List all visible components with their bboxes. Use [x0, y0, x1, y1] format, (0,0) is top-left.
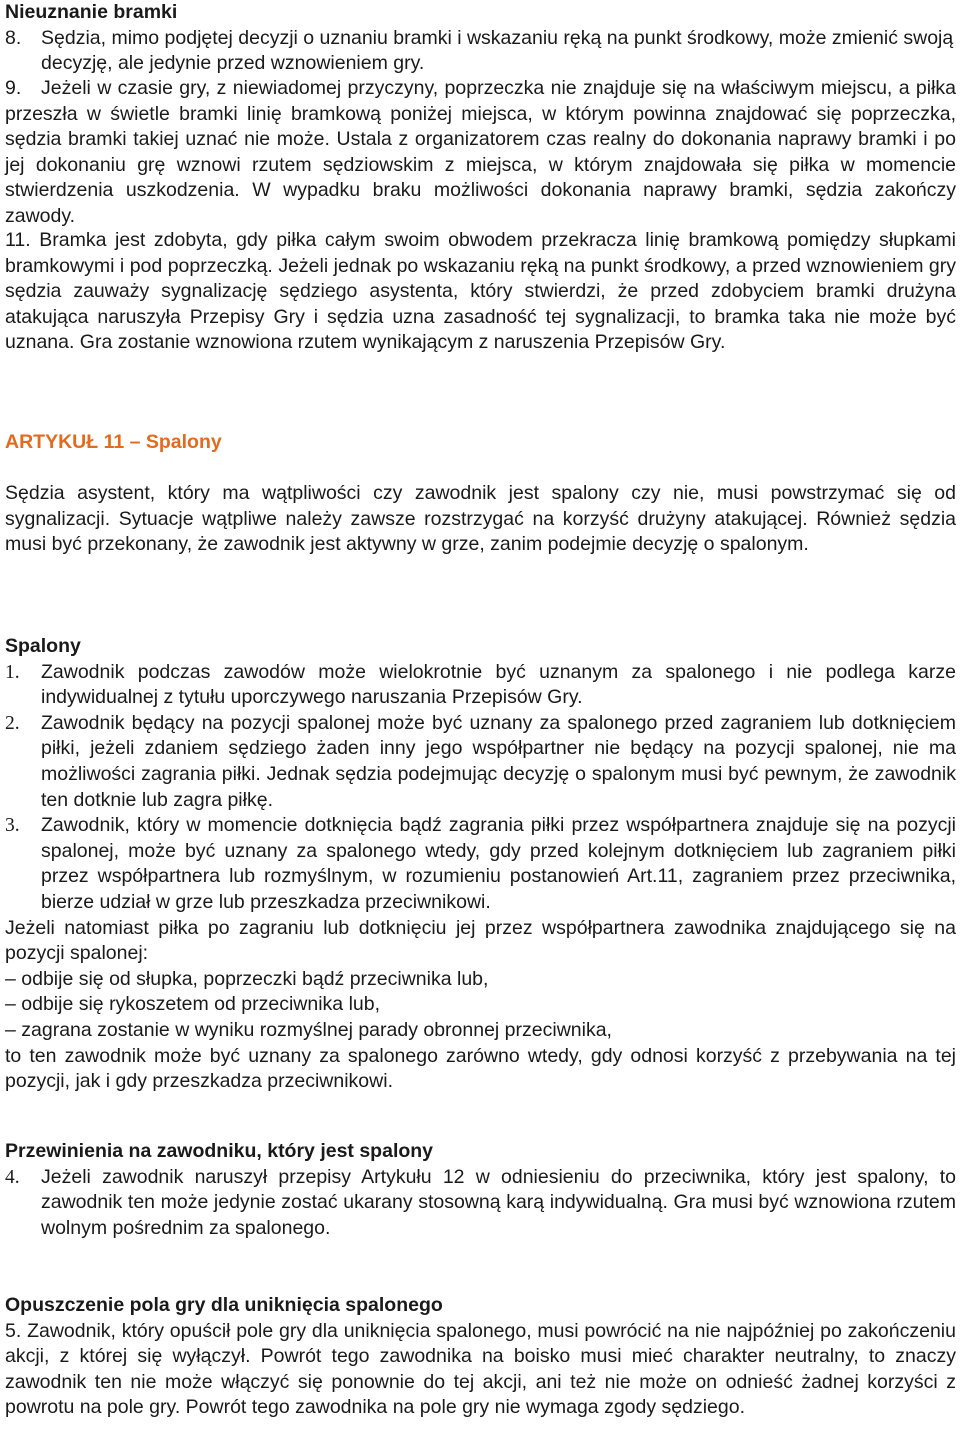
section-heading: Spalony: [5, 635, 81, 657]
item-text: Zawodnik będący na pozycji spalonej może być uznany za spalonego przed zagraniem lub dotknięciem piłki, jeżeli zdaniem sędziego żaden inny jego współpartner nie będący na pozycji spalonej, nie ma możliwości zagrania piłki. Jednak sędzia podejmując decyzję o spalonym musi być pewnym, że zawodnik ten dotknie lub zagra piłkę.: [41, 711, 956, 811]
item-text: Zawodnik podczas zawodów może wielokrotnie być uznanym za spalonego i nie podlega karze indywidualnej z tytułu uporczywego naruszania Przepisów Gry.: [41, 660, 956, 709]
list-item: [5, 813, 956, 915]
list-item: [5, 26, 956, 77]
article-header: [5, 430, 956, 456]
section-heading: Nieuznanie bramki: [5, 1, 178, 23]
paragraph: 11. Bramka jest zdobyta, gdy piłka całym swoim obwodem przekracza linię bramkową pomiędzy słupkami bramkowymi i pod poprzeczką. Jeżeli jednak po wskazaniu ręką na punkt środkowy, a przed wznowieniem gry sędzia zauważy sygnalizację sędziego asystenta, który stwierdzi, że przed zdobyciem bramki drużyna atakująca naruszyła Przepisy Gry i sędzia uzna zasadność tej sygnalizacji, to bramka taka nie może być uznana. Gra zostanie wznowiona rzutem wynikającym z naruszenia Przepisów Gry.: [5, 229, 956, 354]
item-number: 3.: [5, 815, 20, 837]
dash-item: – zagrana zostanie w wyniku rozmyślnej parady obronnej przeciwnika,: [5, 1018, 612, 1041]
item-text: Jeżeli zawodnik naruszył przepisy Artykułu 12 w odniesieniu do przeciwnika, który jest spalony, to zawodnik ten może jedynie zostać ukarany stosowną karą indywidualną. Gra musi być wznowiona rzutem wolnym pośrednim za spalonego.: [41, 1165, 956, 1239]
paragraph: to ten zawodnik może być uznany za spalonego zarówno wtedy, gdy odnosi korzyść z przebywania na tej pozycji, jak i gdy przeszkadza przeciwnikowi.: [5, 1044, 956, 1093]
item-number: 1.: [5, 661, 20, 683]
section-heading: Przewinienia na zawodniku, który jest spalony: [5, 1140, 434, 1162]
item-9: [5, 76, 956, 230]
dash-item: – odbije się od słupka, poprzeczki bądź przeciwnika lub,: [5, 967, 489, 990]
section-heading: Opuszczenie pola gry dla uniknięcia spalonego: [5, 1294, 443, 1316]
article-intro: [5, 481, 956, 558]
item-11: [5, 228, 956, 356]
item-text: Sędzia, mimo podjętej decyzji o uznaniu bramki i wskazaniu ręką na punkt środkowy, może zmienić swoją decyzję, ale jedynie przed wznowieniem gry.: [41, 26, 954, 75]
section-spalony: [5, 634, 956, 1095]
section-przewinienia: [5, 1139, 956, 1241]
list-item: [5, 660, 956, 711]
paragraph: Sędzia asystent, który ma wątpliwości czy zawodnik jest spalony czy nie, musi powstrzymać się od sygnalizacji. Sytuacje wątpliwe należy zawsze rozstrzygać na korzyść drużyny atakującej. Również sędzia musi być przekonany, że zawodnik jest aktywny w grze, zanim podejmie decyzję o spalonym.: [5, 482, 956, 556]
section-opuszczenie: [5, 1293, 956, 1421]
item-number: 2.: [5, 712, 20, 734]
article-heading: ARTYKUŁ 11 – Spalony: [5, 431, 222, 453]
item-number: 4.: [5, 1166, 20, 1188]
dash-item: – odbije się rykoszetem od przeciwnika lub,: [5, 993, 381, 1016]
item-number: 8.: [5, 26, 22, 49]
section-nieuznanie: Nieuznanie bramki 8. Sędzia, mimo podjętej decyzji o uznaniu bramki i wskazaniu ręką na punkt środkowy, może zmienić swoją decyzję, ale jedynie przed wznowieniem gry. 9.: [5, 0, 956, 77]
list-item: [5, 711, 956, 813]
item-text: Zawodnik, który w momencie dotknięcia bądź zagrania piłki przez współpartnera znajduje się na pozycji spalonej, może być uznany za spalonego wtedy, gdy przed kolejnym dotknięciem lub zagraniem piłki przez współpartnera lub rozmyślnym, w rozumieniu postanowień Art.11, zagraniem przez przeciwnika, bierze udział w grze lub przeszkadza przeciwnikowi.: [41, 814, 956, 913]
paragraph: 5. Zawodnik, który opuścił pole gry dla uniknięcia spalonego, musi powrócić na nie najpóźniej po zakończeniu akcji, z której się wyłączył. Powrót tego zawodnika na boisko musi mieć charakter neutralny, to znaczy zawodnik ten nie może włączyć się ponownie do tej akcji, ani też nie może on odnieść żadnej korzyści z powrotu na pole gry. Powrót tego zawodnika na pole gry nie wymaga zgody sędziego.: [5, 1319, 956, 1419]
list-item: [5, 1165, 956, 1242]
paragraph: Jeżeli natomiast piłka po zagraniu lub dotknięciu jej przez współpartnera zawodnika znajdującego się na pozycji spalonej:: [5, 916, 956, 965]
paragraph: Jeżeli w czasie gry, z niewiadomej przyczyny, poprzeczka nie znajduje się na właściwym miejscu, a piłka przeszła w świetle bramki linię bramkową poniżej miejsca, w którym powinna znajdować się poprzeczka, sędzia bramki takiej uznać nie może. Ustala z organizatorem czas realny do dokonania naprawy bramki i po jej dokonaniu grę wznowi rzutem sędziowskim z miejsca, w którym znajdowała się piłka w momencie stwierdzenia uszkodzenia. W wypadku braku możliwości dokonania naprawy bramki, sędzia zakończy zawody.: [5, 77, 956, 227]
